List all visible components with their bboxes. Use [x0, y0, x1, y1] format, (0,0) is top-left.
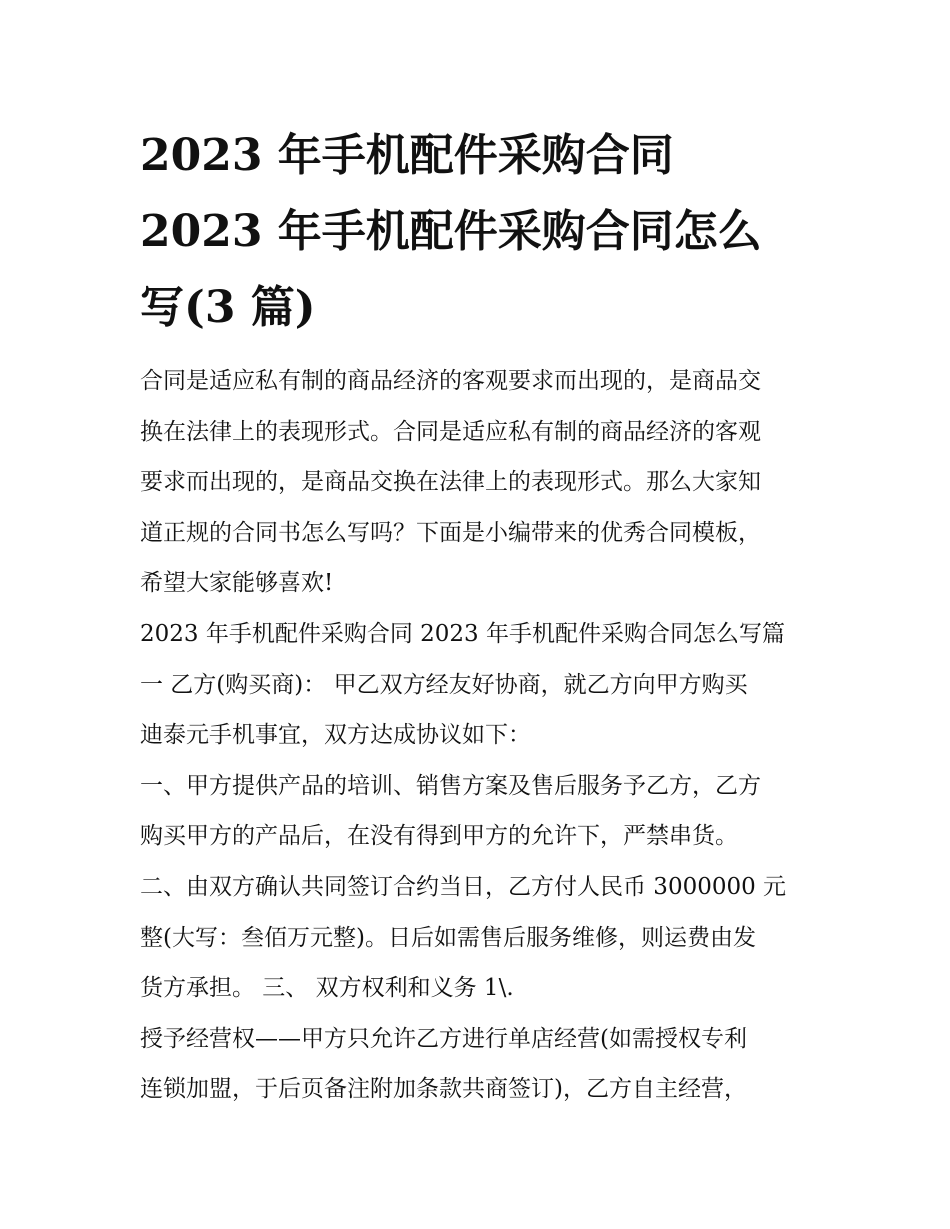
body-line: 一 乙方(购买商)： 甲乙双方经友好协商，就乙方向甲方购买: [140, 671, 748, 698]
body-line: 换在法律上的表现形式。合同是适应私有制的商品经济的客观: [140, 418, 761, 445]
document-content: [140, 118, 820, 1115]
body-line: 希望大家能够喜欢!: [140, 570, 334, 597]
body-line: 2023 年手机配件采购合同 2023 年手机配件采购合同怎么写篇: [140, 620, 785, 647]
body-line: 要求而出现的，是商品交换在法律上的表现形式。那么大家知: [140, 469, 761, 496]
body-line: 货方承担。 三、 双方权利和义务 1\.: [140, 975, 514, 1002]
body-line: 二、由双方确认共同签订合约当日，乙方付人民币 3000000 元: [140, 873, 787, 900]
document-title: [140, 118, 820, 346]
title-line-1: 2023 年手机配件采购合同: [140, 130, 674, 181]
body-line: 合同是适应私有制的商品经济的客观要求而出现的，是商品交: [140, 368, 761, 394]
body-line: 迪泰元手机事宜，双方达成协议如下：: [140, 722, 531, 749]
body-line: 授予经营权——甲方只允许乙方进行单店经营(如需授权专利: [140, 1025, 747, 1052]
body-line: 道正规的合同书怎么写吗？下面是小编带来的优秀合同模板，: [140, 519, 761, 546]
body-line: 一、甲方提供产品的培训、销售方案及售后服务予乙方，乙方: [140, 772, 761, 799]
body-line: 连锁加盟，于后页备注附加条款共商签订)，乙方自主经营，: [140, 1076, 747, 1103]
title-line-2: 2023 年手机配件采购合同怎么: [140, 206, 762, 257]
body-line: 整(大写：叁佰万元整)。日后如需售后服务维修，则运费由发: [140, 924, 756, 951]
document-body: [140, 356, 820, 1115]
body-line: 购买甲方的产品后，在没有得到甲方的允许下，严禁串货。: [140, 823, 738, 850]
title-line-3: 写(3 篇): [140, 282, 316, 333]
